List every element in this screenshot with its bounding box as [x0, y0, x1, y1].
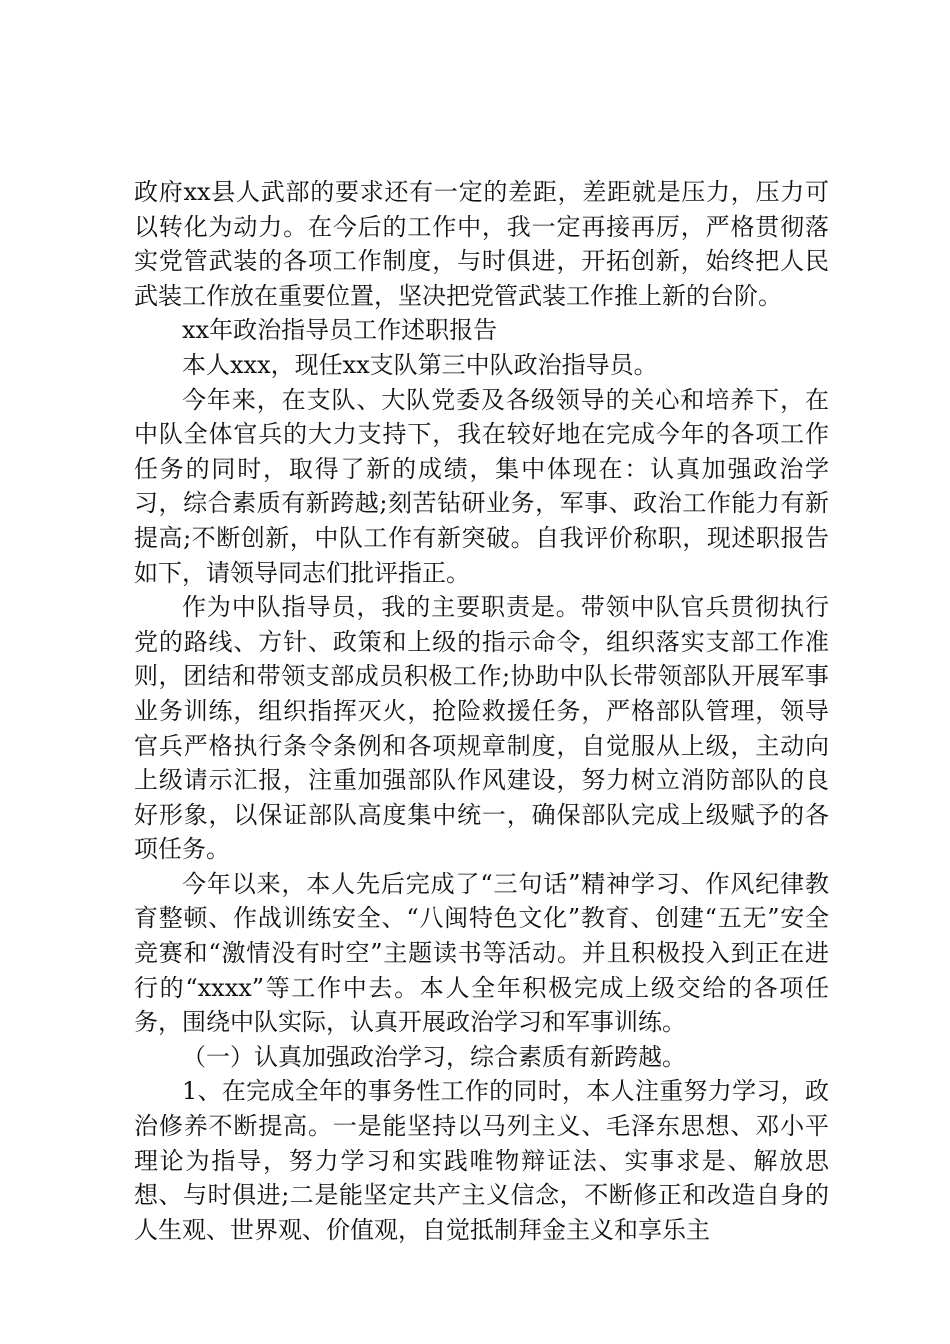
paragraph-8: 1、在完成全年的事务性工作的同时，本人注重努力学习，政治修养不断提高。一是能坚持以马列主义、毛泽东思想、邓小平理论为指导，努力学习和实践唯物辩证法、实事求是、解放思想、与时俱进;二是能坚定共产主义信念，不断修正和改造自身的人生观、世界观、价值观，自觉抵制拜金主义和享乐主 — [134, 1077, 829, 1244]
paragraph-6: 今年以来，本人先后完成了“三句话”精神学习、作风纪律教育整顿、作战训练安全、“八闽特色文化”教育、创建“五无”安全竞赛和“激情没有时空”主题读书等活动。并且积极投入到正在进行的“xxxx”等工作中去。本人全年积极完成上级交给的各项任务，围绕中队实际，认真开展政治学习和军事训练。 — [134, 869, 829, 1037]
paragraph-4: 今年来，在支队、大队党委及各级领导的关心和培养下，在中队全体官兵的大力支持下，我在较好地在完成今年的各项工作任务的同时，取得了新的成绩，集中体现在：认真加强政治学习，综合素质有新跨越;刻苦钻研业务，军事、政治工作能力有新提高;不断创新，中队工作有新突破。自我评价称职，现述职报告如下，请领导同志们批评指正。 — [134, 385, 829, 587]
paragraph-1: 政府xx县人武部的要求还有一定的差距，差距就是压力，压力可以转化为动力。在今后的工作中，我一定再接再厉，严格贯彻落实党管武装的各项工作制度，与时俱进，开拓创新，始终把人民武装工作放在重要位置，坚决把党管武装工作推上新的台阶。 — [134, 178, 829, 310]
report-title: xx年政治指导员工作述职报告 — [182, 316, 498, 345]
section-heading-1: （一）认真加强政治学习，综合素质有新跨越。 — [182, 1042, 686, 1071]
paragraph-3: 本人xxx，现任xx支队第三中队政治指导员。 — [182, 350, 658, 379]
paragraph-5: 作为中队指导员，我的主要职责是。带领中队官兵贯彻执行党的路线、方针、政策和上级的指示命令，组织落实支部工作准则，团结和带领支部成员积极工作;协助中队长带领部队开展军事业务训练，组织指挥灭火，抢险救援任务，严格部队管理，领导官兵严格执行条令条例和各项规章制度，自觉服从上级，主动向上级请示汇报，注重加强部队作风建设，努力树立消防部队的良好形象，以保证部队高度集中统一，确保部队完成上级赋予的各项任务。 — [134, 593, 829, 864]
document-body — [134, 175, 829, 1247]
